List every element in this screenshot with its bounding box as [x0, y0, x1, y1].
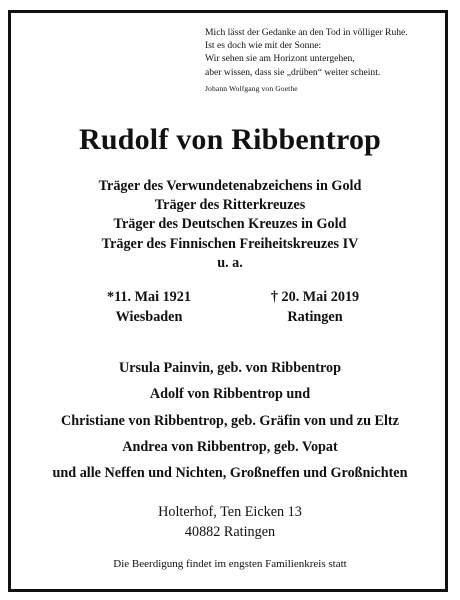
honor-item: u. a.	[217, 254, 243, 271]
mourner-line: Andrea von Ribbentrop, geb. Vopat	[122, 438, 338, 455]
quote-author: Johann Wolfgang von Goethe	[205, 83, 298, 93]
honor-item: Träger des Finnischen Freiheitskreuzes IV	[101, 235, 359, 252]
mourning-address	[0, 503, 460, 542]
birth-place: Wiesbaden	[115, 308, 183, 325]
address-street: Holterhof, Ten Eicken 13	[158, 504, 302, 520]
mourner-line: Ursula Painvin, geb. von Ribbentrop	[118, 360, 342, 376]
quote-line: Mich lässt der Gedanke an den Tod in völliger Ruhe.	[205, 27, 408, 38]
mourner-line: und alle Neffen und Nichten, Großneffen und Großnichten	[52, 465, 408, 482]
death-date: † 20. Mai 2019	[270, 289, 360, 305]
address-city: 40882 Ratingen	[184, 523, 276, 540]
quote-line: Ist es doch wie mit der Sonne:	[205, 40, 322, 52]
honor-item: Träger des Ritterkreuzes	[154, 197, 306, 214]
birth-date: *11. Mai 1921	[107, 289, 191, 305]
death-info	[230, 288, 400, 327]
mourner-line: Adolf von Ribbentrop und	[149, 386, 311, 403]
honors-list	[0, 177, 460, 273]
funeral-note: Die Beerdigung findet im engsten Familienkreis statt	[113, 558, 347, 570]
mourners-list	[0, 355, 460, 486]
honor-item: Träger des Verwundetenabzeichens in Gold	[98, 178, 362, 194]
mourner-line: Christiane von Ribbentrop, geb. Gräfin von und zu Eltz	[61, 412, 399, 429]
deceased-name: Rudolf von Ribbentrop	[78, 123, 382, 156]
honor-item: Träger des Deutschen Kreuzes in Gold	[113, 216, 347, 233]
goethe-quote	[205, 26, 440, 95]
quote-line: Wir sehen sie am Horizont untergehen,	[205, 53, 355, 65]
death-place: Ratingen	[287, 308, 343, 325]
quote-line: aber wissen, dass sie „drüben“ weiter scheint.	[205, 66, 381, 78]
birth-info	[64, 288, 234, 327]
